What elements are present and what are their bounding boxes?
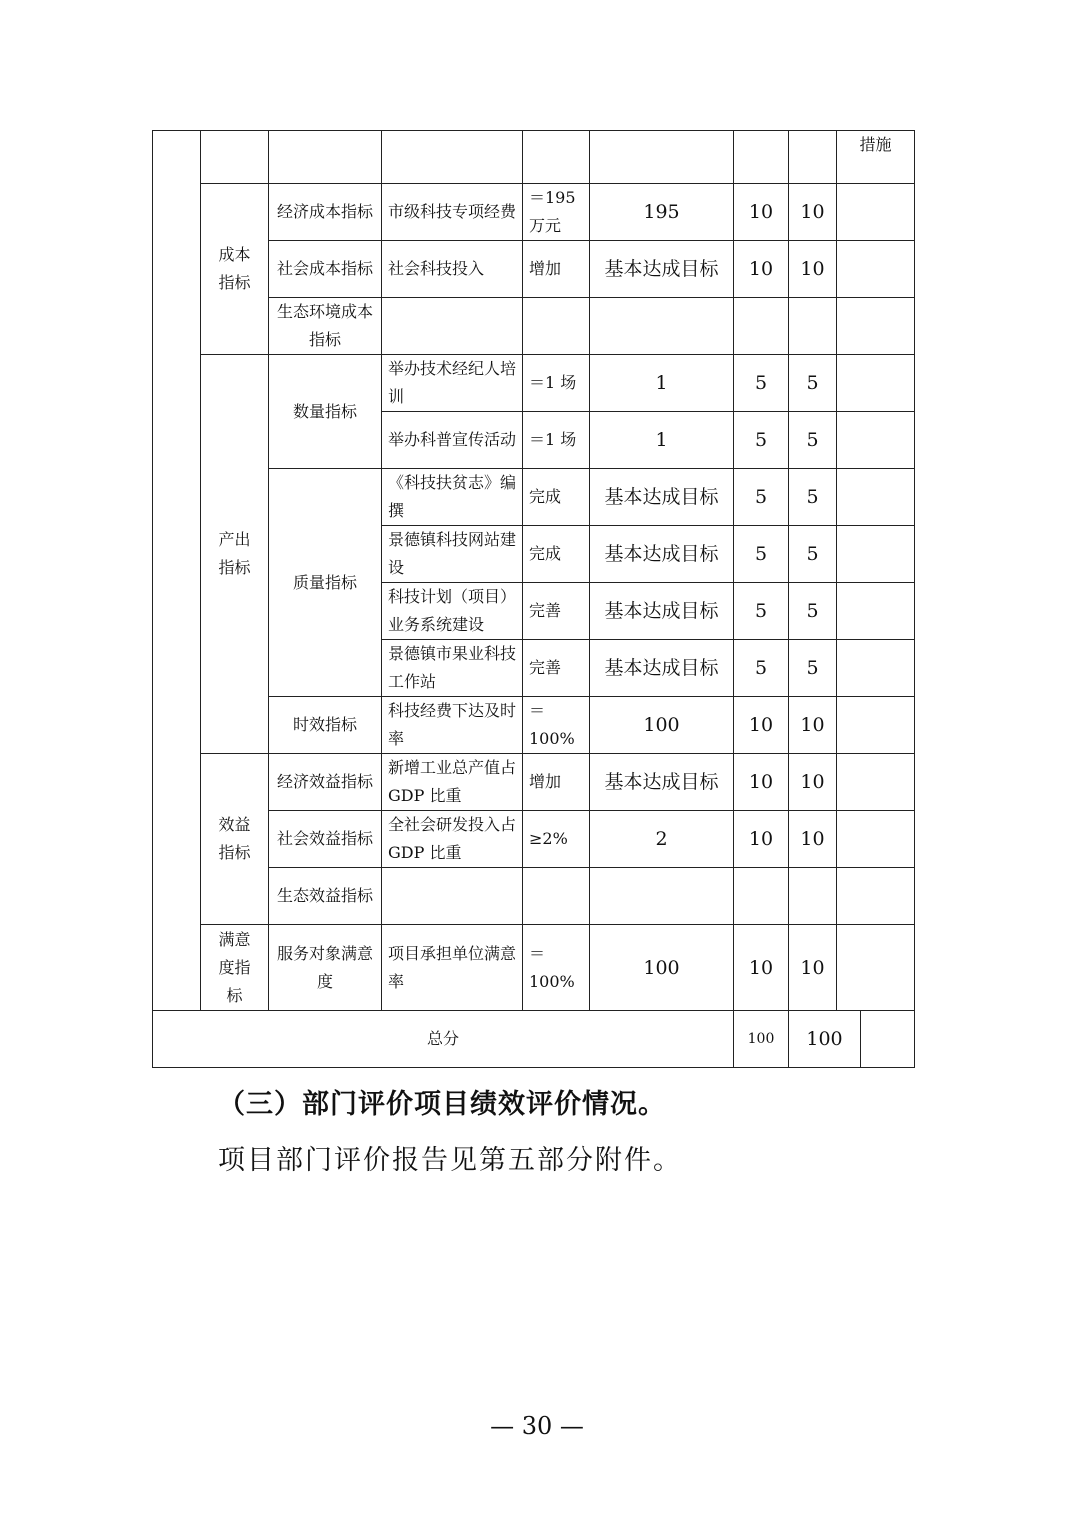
target-value: ＝1 场 [523,355,590,412]
target-value: 增加 [523,754,590,811]
page-number: — 30 — [490,1412,584,1440]
category-satisfaction: 满意 度指 标 [201,925,269,1011]
actual-value: 基本达成目标 [590,526,734,583]
body-paragraph: 项目部门评价报告见第五部分附件。 [218,1145,682,1176]
target-value: 完善 [523,640,590,697]
indicator-name: 举办科普宣传活动 [382,412,523,469]
indicator-name: 景德镇科技网站建设 [382,526,523,583]
target-value: ＝1 场 [523,412,590,469]
outer-blank-column [153,131,201,1011]
total-row [153,1011,915,1068]
sub-category: 质量指标 [269,469,382,697]
score-value: 10 [789,754,837,811]
target-value: 完成 [523,526,590,583]
score-value: 10 [789,241,837,298]
score-value: 10 [789,697,837,754]
table-row [153,355,915,412]
indicator-name: 科技经费下达及时率 [382,697,523,754]
sub-category: 社会成本指标 [269,241,382,298]
score-value: 5 [789,469,837,526]
indicator-name: 社会科技投入 [382,241,523,298]
score-value: 10 [789,184,837,241]
table-row [153,754,915,811]
weight-value: 5 [734,412,789,469]
total-weight: 100 [734,1011,789,1068]
sub-category: 生态环境成本指标 [269,298,382,355]
score-value: 5 [789,412,837,469]
sub-category: 数量指标 [269,355,382,469]
indicator-name: 景德镇市果业科技工作站 [382,640,523,697]
actual-value: 100 [590,925,734,1011]
total-score: 100 [789,1011,861,1068]
weight-value: 10 [734,697,789,754]
target-value: ＝ 100% [523,697,590,754]
sub-category: 社会效益指标 [269,811,382,868]
indicator-name: 《科技扶贫志》编撰 [382,469,523,526]
total-label: 总分 [153,1011,734,1068]
actual-value: 2 [590,811,734,868]
actual-value: 1 [590,355,734,412]
table-header-continuation [153,131,915,184]
category-benefit: 效益 指标 [201,754,269,925]
target-value: 完善 [523,583,590,640]
weight-value: 10 [734,754,789,811]
sub-category: 生态效益指标 [269,868,382,925]
target-value: ＝ 100% [523,925,590,1011]
score-value: 5 [789,640,837,697]
sub-category: 经济效益指标 [269,754,382,811]
sub-category: 经济成本指标 [269,184,382,241]
table-row [153,925,915,1011]
actual-value: 基本达成目标 [590,583,734,640]
score-value: 10 [789,925,837,1011]
score-value: 5 [789,526,837,583]
weight-value: 5 [734,526,789,583]
indicator-name: 科技计划（项目）业务系统建设 [382,583,523,640]
actual-value: 基本达成目标 [590,754,734,811]
target-value: 增加 [523,241,590,298]
sub-category: 时效指标 [269,697,382,754]
indicator-name: 举办技术经纪人培训 [382,355,523,412]
performance-table [152,130,915,1068]
weight-value: 5 [734,355,789,412]
weight-value: 5 [734,640,789,697]
sub-category: 服务对象满意度 [269,925,382,1011]
weight-value: 10 [734,925,789,1011]
target-value: 完成 [523,469,590,526]
measure-header: 措施 [837,131,915,184]
actual-value: 基本达成目标 [590,469,734,526]
indicator-name: 项目承担单位满意率 [382,925,523,1011]
score-value: 5 [789,583,837,640]
actual-value: 基本达成目标 [590,640,734,697]
weight-value: 5 [734,469,789,526]
weight-value: 10 [734,811,789,868]
weight-value: 10 [734,184,789,241]
weight-value: 5 [734,583,789,640]
actual-value: 1 [590,412,734,469]
table-row [153,184,915,241]
score-value: 10 [789,811,837,868]
category-output: 产出 指标 [201,355,269,754]
weight-value: 10 [734,241,789,298]
target-value: ＝195万元 [523,184,590,241]
score-value: 5 [789,355,837,412]
indicator-name: 新增工业总产值占 GDP 比重 [382,754,523,811]
indicator-name: 全社会研发投入占 GDP 比重 [382,811,523,868]
actual-value: 100 [590,697,734,754]
section-heading: （三）部门评价项目绩效评价情况。 [218,1089,666,1120]
target-value: ≥2% [523,811,590,868]
actual-value: 基本达成目标 [590,241,734,298]
actual-value: 195 [590,184,734,241]
indicator-name: 市级科技专项经费 [382,184,523,241]
category-cost: 成本 指标 [201,184,269,355]
